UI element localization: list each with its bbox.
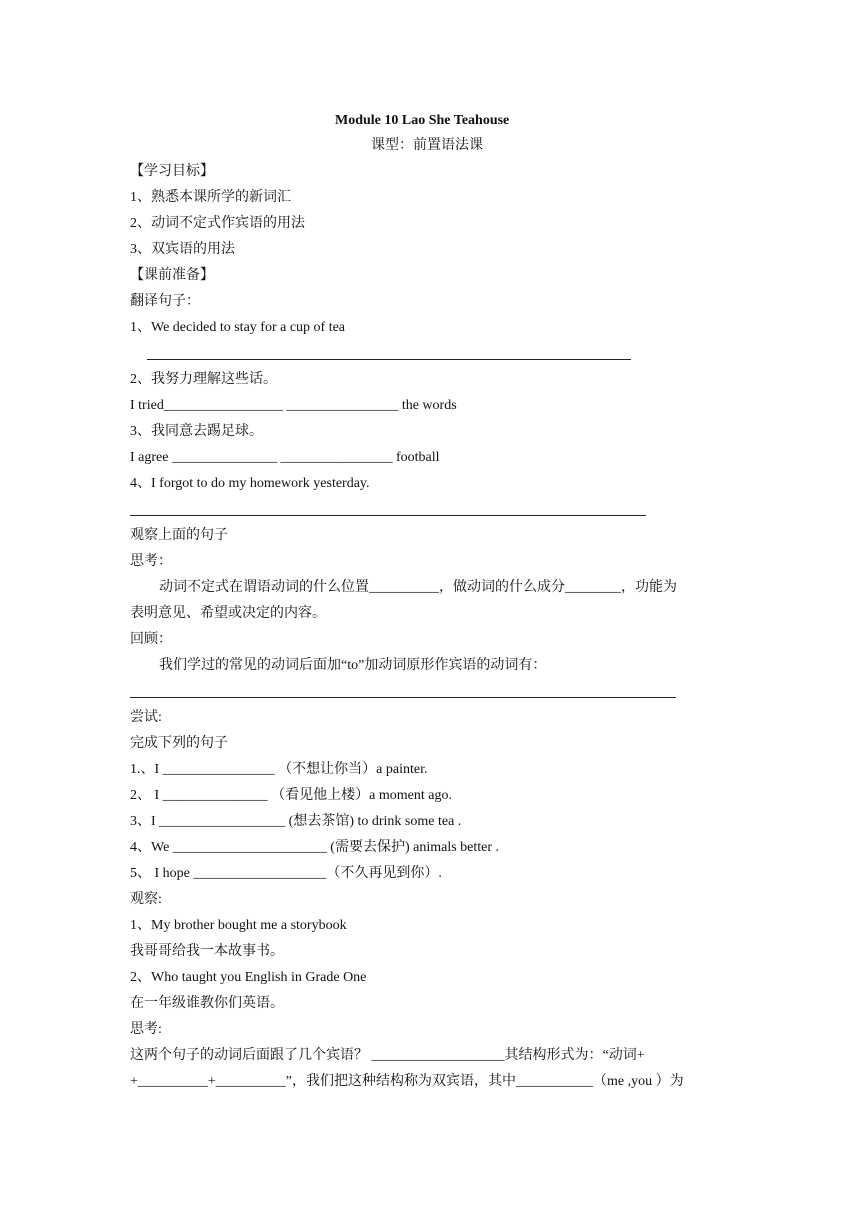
answer-line-4 [130, 515, 646, 516]
try-item: 4、We ______________________ (需要去保护) animals better . [130, 840, 500, 855]
answer-line-1 [147, 359, 631, 360]
think-text-continued: 表明意见、希望或决定的内容。 [130, 606, 326, 621]
try-item: 2、 I _______________ （看见他上楼）a moment ago. [130, 788, 452, 803]
example-2-english: 2、Who taught you English in Grade One [130, 970, 367, 985]
think-label: 思考： [130, 554, 172, 569]
try-item: 1.、I ________________ （不想让你当）a painter. [130, 762, 428, 777]
review-label: 回顾： [130, 632, 172, 647]
objective-item: 1、熟悉本课所学的新词汇 [130, 190, 291, 205]
page-title: Module 10 Lao She Teahouse [335, 113, 510, 128]
question-2-answer: I tried_________________ ________________ the words [130, 398, 457, 413]
try-item: 3、I __________________ (想去茶馆) to drink some tea . [130, 814, 462, 829]
example-1-english: 1、My brother bought me a storybook [130, 918, 347, 933]
think2-line-1: 这两个句子的动词后面跟了几个宾语？ ___________________其结构形式为：“动词+ [130, 1048, 645, 1063]
think2-label: 思考: [130, 1022, 162, 1037]
lesson-type: 课型：前置语法课 [371, 138, 483, 153]
objective-item: 3、双宾语的用法 [130, 242, 235, 257]
question-1: 1、We decided to stay for a cup of tea [130, 320, 346, 335]
example-2-chinese: 在一年级谁教你们英语。 [130, 996, 284, 1011]
translate-instruction: 翻译句子： [130, 294, 200, 309]
think-text: 动词不定式在谓语动词的什么位置__________，做动词的什么成分________，功能为 [159, 580, 677, 595]
objectives-heading: 【学习目标】 [130, 164, 214, 179]
question-3-answer: I agree _______________ ________________ football [130, 450, 440, 465]
preparation-heading: 【课前准备】 [130, 268, 214, 283]
try-instruction: 完成下列的句子 [130, 736, 228, 751]
observe-heading: 观察上面的句子 [130, 528, 228, 543]
question-3: 3、我同意去踢足球。 [130, 424, 263, 439]
objective-item: 2、动词不定式作宾语的用法 [130, 216, 305, 231]
try-item: 5、 I hope ___________________（不久再见到你）. [130, 866, 442, 881]
think2-line-2: +__________+__________”，我们把这种结构称为双宾语，其中___________（me ,you ）为 [130, 1074, 684, 1089]
observe2-label: 观察: [130, 892, 162, 907]
review-text: 我们学过的常见的动词后面加“to”加动词原形作宾语的动词有： [159, 658, 547, 673]
answer-line-review [130, 697, 676, 698]
try-label: 尝试: [130, 710, 162, 725]
example-1-chinese: 我哥哥给我一本故事书。 [130, 944, 284, 959]
question-2: 2、我努力理解这些话。 [130, 372, 277, 387]
question-4: 4、I forgot to do my homework yesterday. [130, 476, 370, 491]
